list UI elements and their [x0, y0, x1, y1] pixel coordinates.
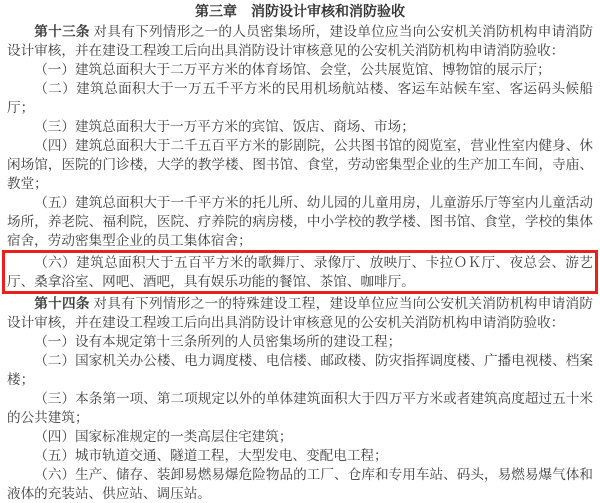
article-14-item-3: （三）本条第一项、第二项规定以外的单体建筑面积大于四万平方米或者建筑高度超过五十米的公共建筑；: [7, 391, 593, 425]
article-14-item-6: （六）生产、储存、装卸易燃易爆危险物品的工厂、仓库和专用车站、码头，易燃易爆气体和液体的充装站、供应站、调压站。: [7, 467, 593, 501]
article-14-item-1: （一）设有本规定第十三条所列的人员密集场所的建设工程；: [34, 334, 402, 349]
article-13-item-4: （四）建筑总面积大于二千五百平方米的影剧院，公共图书馆的阅览室，营业性室内健身、休闲场馆，医院的门诊楼，大学的教学楼、图书馆、食堂，劳动密集型企业的生产加工车间，寺庙、教堂；: [7, 138, 593, 191]
article-13-item-1: （一）建筑总面积大于二万平方米的体育场馆、会堂，公共展览馆、博物馆的展示厅；: [34, 62, 551, 77]
article-13-paragraph: [7, 22, 593, 60]
article-14-item-5: （五）城市轨道交通、隧道工程，大型发电、变配电工程；: [34, 448, 388, 463]
article-14-label: 第十四条: [34, 296, 90, 311]
article-14-paragraph: [7, 294, 593, 332]
red-highlight-box: [2, 250, 598, 294]
article-13-item-3: （三）建筑总面积大于一万平方米的宾馆、饭店、商场、市场；: [34, 119, 415, 134]
article-13-label: 第十三条: [34, 24, 90, 39]
article-13-item-6-highlighted: （六）建筑总面积大于五百平方米的歌舞厅、录像厅、放映厅、卡拉ＯＫ厅、夜总会、游艺厅、桑拿浴室、网吧、酒吧，具有娱乐功能的餐馆、茶馆、咖啡厅。: [7, 255, 593, 289]
article-13-item-5: （五）建筑总面积大于一千平方米的托儿所、幼儿园的儿童用房，儿童游乐厅等室内儿童活动场所，养老院、福利院，医院、疗养院的病房楼，中小学校的教学楼、图书馆、食堂，学校的集体宿舍，劳动密集型企业的员工集体宿舍；: [7, 195, 593, 248]
article-14-item-4: （四）国家标准规定的一类高层住宅建筑；: [34, 429, 293, 444]
article-14-item-2: （二）国家机关办公楼、电力调度楼、电信楼、邮政楼、防灾指挥调度楼、广播电视楼、档案楼；: [7, 353, 593, 387]
article-13-item-2: （二）建筑总面积大于一万五千平方米的民用机场航站楼、客运车站候车室、客运码头候船厅；: [7, 81, 593, 115]
article-14-intro-text: 对具有下列情形之一的特殊建设工程，建设单位应当向公安机关消防机构申请消防设计审核，并在建设工程竣工后向出具消防设计审核意见的公安机关消防机构申请消防验收：: [7, 296, 593, 330]
chapter-title: 第三章 消防设计审核和消防验收: [195, 5, 405, 20]
article-13-intro-text: 对具有下列情形之一的人员密集场所，建设单位应当向公安机关消防机构申请消防设计审核，并在建设工程竣工后向出具消防设计审核意见的公安机关消防机构申请消防验收：: [7, 24, 593, 58]
